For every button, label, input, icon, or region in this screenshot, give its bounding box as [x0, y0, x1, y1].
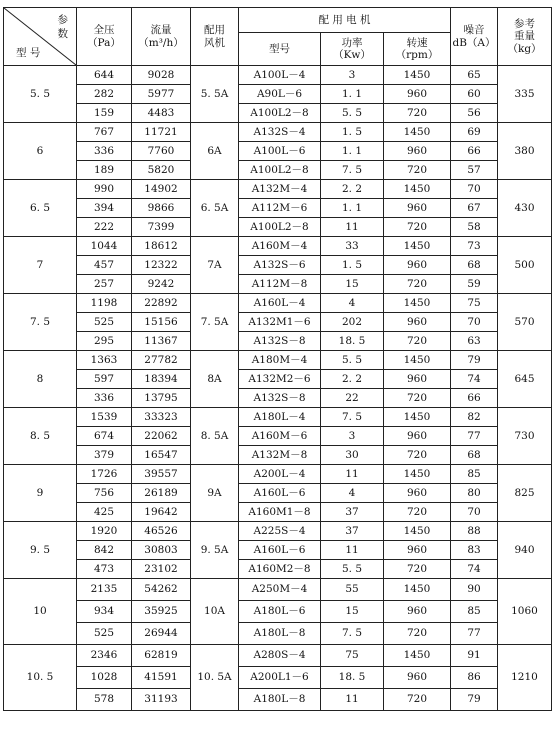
motor-cell: A280S－4	[239, 645, 321, 667]
table-row	[4, 66, 552, 85]
power-cell: 22	[321, 389, 384, 408]
table-row	[4, 218, 552, 237]
motor-cell: A160M－6	[239, 427, 321, 446]
flow-cell: 9028	[132, 66, 191, 85]
flow-cell: 31193	[132, 689, 191, 711]
noise-label: 噪音	[463, 24, 485, 37]
power-cell: 4	[321, 294, 384, 313]
model-cell: 7	[4, 237, 77, 294]
noise-cell: 59	[451, 275, 498, 294]
table-row	[4, 142, 552, 161]
noise-cell: 74	[451, 560, 498, 579]
speed-cell: 960	[384, 484, 451, 503]
table-row	[4, 623, 552, 645]
pressure-cell: 934	[77, 601, 132, 623]
noise-header	[451, 8, 498, 66]
model-cell: 10	[4, 579, 77, 645]
motor-cell: A160L－6	[239, 484, 321, 503]
power-cell: 11	[321, 465, 384, 484]
fan-cell: 6. 5A	[191, 180, 239, 237]
speed-cell: 720	[384, 560, 451, 579]
table-row	[4, 275, 552, 294]
spec-table-container	[3, 7, 552, 711]
table-row	[4, 85, 552, 104]
flow-cell: 22062	[132, 427, 191, 446]
table-row	[4, 427, 552, 446]
noise-cell: 66	[451, 389, 498, 408]
flow-cell: 39557	[132, 465, 191, 484]
model-cell: 9	[4, 465, 77, 522]
weight-cell: 645	[498, 351, 552, 408]
table-row	[4, 560, 552, 579]
table-row	[4, 446, 552, 465]
motor-cell: A160M1－8	[239, 503, 321, 522]
flow-cell: 13795	[132, 389, 191, 408]
speed-label: 转速	[406, 36, 428, 49]
power-cell: 37	[321, 503, 384, 522]
motor-cell: A180L－6	[239, 601, 321, 623]
power-cell: 33	[321, 237, 384, 256]
fan-cell: 7. 5A	[191, 294, 239, 351]
flow-cell: 9242	[132, 275, 191, 294]
motor-cell: A160M－4	[239, 237, 321, 256]
table-row	[4, 465, 552, 484]
power-cell: 3	[321, 66, 384, 85]
motor-cell: A132S－6	[239, 256, 321, 275]
noise-cell: 73	[451, 237, 498, 256]
speed-cell: 1450	[384, 522, 451, 541]
table-row	[4, 332, 552, 351]
noise-cell: 67	[451, 199, 498, 218]
motor-cell: A200L1－6	[239, 667, 321, 689]
speed-cell: 1450	[384, 351, 451, 370]
flow-cell: 9866	[132, 199, 191, 218]
noise-cell: 69	[451, 123, 498, 142]
speed-cell: 960	[384, 313, 451, 332]
noise-cell: 68	[451, 256, 498, 275]
table-row	[4, 389, 552, 408]
power-cell: 7. 5	[321, 623, 384, 645]
motor-cell: A100L－6	[239, 142, 321, 161]
motor-cell: A132M1－6	[239, 313, 321, 332]
speed-cell: 960	[384, 370, 451, 389]
corner-count-label: 数	[57, 28, 68, 40]
pressure-cell: 473	[77, 560, 132, 579]
fan-cell: 5. 5A	[191, 66, 239, 123]
weight-cell: 940	[498, 522, 552, 579]
header-row-1	[4, 8, 552, 33]
flow-cell: 54262	[132, 579, 191, 601]
flow-cell: 22892	[132, 294, 191, 313]
table-row	[4, 601, 552, 623]
weight-unit: （kg）	[507, 42, 542, 55]
table-row	[4, 294, 552, 313]
speed-cell: 720	[384, 389, 451, 408]
motor-group-header: 配 用 电 机	[239, 8, 451, 33]
power-cell: 18. 5	[321, 667, 384, 689]
pressure-cell: 222	[77, 218, 132, 237]
noise-cell: 66	[451, 142, 498, 161]
pressure-cell: 644	[77, 66, 132, 85]
power-cell: 11	[321, 218, 384, 237]
table-body	[4, 66, 552, 711]
pressure-cell: 189	[77, 161, 132, 180]
speed-cell: 1450	[384, 237, 451, 256]
fan-cell: 10. 5A	[191, 645, 239, 711]
flow-unit: （m³/h）	[138, 36, 184, 49]
table-row	[4, 256, 552, 275]
noise-cell: 86	[451, 667, 498, 689]
table-row	[4, 689, 552, 711]
speed-header	[384, 33, 451, 66]
weight-cell: 825	[498, 465, 552, 522]
pressure-cell: 674	[77, 427, 132, 446]
pressure-cell: 1539	[77, 408, 132, 427]
speed-cell: 960	[384, 601, 451, 623]
model-cell: 9. 5	[4, 522, 77, 579]
motor-cell: A180M－4	[239, 351, 321, 370]
motor-cell: A250M－4	[239, 579, 321, 601]
noise-cell: 65	[451, 66, 498, 85]
table-row	[4, 541, 552, 560]
fan-cell: 6A	[191, 123, 239, 180]
table-row	[4, 484, 552, 503]
speed-cell: 960	[384, 427, 451, 446]
flow-cell: 14902	[132, 180, 191, 199]
motor-cell: A160L－6	[239, 541, 321, 560]
table-row	[4, 370, 552, 389]
speed-cell: 720	[384, 623, 451, 645]
pressure-cell: 525	[77, 623, 132, 645]
power-cell: 1. 1	[321, 85, 384, 104]
table-row	[4, 237, 552, 256]
flow-cell: 7760	[132, 142, 191, 161]
flow-cell: 46526	[132, 522, 191, 541]
corner-model-label: 型 号	[16, 46, 41, 59]
speed-cell: 1450	[384, 180, 451, 199]
noise-cell: 57	[451, 161, 498, 180]
speed-cell: 720	[384, 332, 451, 351]
flow-cell: 23102	[132, 560, 191, 579]
motor-cell: A100L2－8	[239, 104, 321, 123]
motor-cell: A160M2－8	[239, 560, 321, 579]
flow-cell: 30803	[132, 541, 191, 560]
table-row	[4, 408, 552, 427]
speed-cell: 960	[384, 85, 451, 104]
pressure-cell: 1363	[77, 351, 132, 370]
power-cell: 18. 5	[321, 332, 384, 351]
motor-cell: A180L－8	[239, 623, 321, 645]
pressure-cell: 1028	[77, 667, 132, 689]
speed-cell: 1450	[384, 123, 451, 142]
speed-cell: 1450	[384, 645, 451, 667]
corner-params-label: 参	[57, 14, 68, 26]
pressure-cell: 2135	[77, 579, 132, 601]
speed-cell: 720	[384, 275, 451, 294]
pressure-unit: （Pa）	[87, 36, 121, 49]
noise-cell: 63	[451, 332, 498, 351]
table-row	[4, 645, 552, 667]
fan-cell: 8A	[191, 351, 239, 408]
noise-cell: 82	[451, 408, 498, 427]
speed-cell: 720	[384, 218, 451, 237]
power-cell: 15	[321, 275, 384, 294]
weight-cell: 570	[498, 294, 552, 351]
fan-cell: 8. 5A	[191, 408, 239, 465]
noise-cell: 58	[451, 218, 498, 237]
motor-cell: A160L－4	[239, 294, 321, 313]
speed-cell: 1450	[384, 465, 451, 484]
pressure-cell: 597	[77, 370, 132, 389]
table-row	[4, 579, 552, 601]
pressure-cell: 1726	[77, 465, 132, 484]
table-row	[4, 667, 552, 689]
flow-cell: 27782	[132, 351, 191, 370]
power-cell: 2. 2	[321, 180, 384, 199]
power-cell: 4	[321, 484, 384, 503]
motor-cell: A132M－8	[239, 446, 321, 465]
table-row	[4, 199, 552, 218]
motor-cell: A180L－4	[239, 408, 321, 427]
weight-cell: 430	[498, 180, 552, 237]
fan-label-bottom: 风机	[204, 36, 225, 49]
model-cell: 10. 5	[4, 645, 77, 711]
weight-cell: 380	[498, 123, 552, 180]
model-cell: 8. 5	[4, 408, 77, 465]
speed-cell: 1450	[384, 408, 451, 427]
power-cell: 55	[321, 579, 384, 601]
power-cell: 202	[321, 313, 384, 332]
speed-unit: （rpm）	[395, 49, 439, 61]
weight-label-top: 参考	[514, 18, 535, 31]
speed-cell: 720	[384, 503, 451, 522]
power-cell: 37	[321, 522, 384, 541]
speed-cell: 960	[384, 541, 451, 560]
speed-cell: 1450	[384, 294, 451, 313]
speed-cell: 720	[384, 689, 451, 711]
power-cell: 30	[321, 446, 384, 465]
table-row	[4, 104, 552, 123]
motor-model-header: 型号	[239, 33, 321, 66]
flow-cell: 4483	[132, 104, 191, 123]
speed-cell: 960	[384, 199, 451, 218]
speed-cell: 720	[384, 104, 451, 123]
power-cell: 2. 2	[321, 370, 384, 389]
motor-cell: A132S－8	[239, 332, 321, 351]
flow-cell: 35925	[132, 601, 191, 623]
pressure-cell: 425	[77, 503, 132, 522]
corner-header	[4, 8, 77, 66]
noise-unit: dB（A）	[452, 36, 496, 49]
noise-cell: 91	[451, 645, 498, 667]
noise-cell: 70	[451, 180, 498, 199]
power-cell: 5. 5	[321, 560, 384, 579]
motor-cell: A112M－8	[239, 275, 321, 294]
power-cell: 7. 5	[321, 161, 384, 180]
flow-cell: 15156	[132, 313, 191, 332]
table-row	[4, 503, 552, 522]
pressure-cell: 990	[77, 180, 132, 199]
weight-cell: 335	[498, 66, 552, 123]
model-cell: 6	[4, 123, 77, 180]
speed-cell: 1450	[384, 66, 451, 85]
power-cell: 5. 5	[321, 104, 384, 123]
power-cell: 15	[321, 601, 384, 623]
table-row	[4, 123, 552, 142]
pressure-cell: 336	[77, 389, 132, 408]
power-cell: 1. 5	[321, 123, 384, 142]
noise-cell: 79	[451, 689, 498, 711]
table-row	[4, 351, 552, 370]
table-row	[4, 180, 552, 199]
flow-cell: 16547	[132, 446, 191, 465]
pressure-label: 全压	[93, 24, 115, 37]
noise-cell: 77	[451, 623, 498, 645]
flow-cell: 18612	[132, 237, 191, 256]
flow-cell: 41591	[132, 667, 191, 689]
fan-cell: 9. 5A	[191, 522, 239, 579]
power-cell: 3	[321, 427, 384, 446]
power-label: 功率	[341, 36, 363, 49]
flow-cell: 7399	[132, 218, 191, 237]
power-cell: 11	[321, 689, 384, 711]
power-cell: 1. 1	[321, 199, 384, 218]
flow-cell: 12322	[132, 256, 191, 275]
pressure-cell: 578	[77, 689, 132, 711]
model-cell: 5. 5	[4, 66, 77, 123]
pressure-cell: 295	[77, 332, 132, 351]
speed-cell: 720	[384, 446, 451, 465]
power-cell: 7. 5	[321, 408, 384, 427]
pressure-cell: 379	[77, 446, 132, 465]
noise-cell: 79	[451, 351, 498, 370]
noise-cell: 83	[451, 541, 498, 560]
noise-cell: 85	[451, 465, 498, 484]
table-row	[4, 522, 552, 541]
motor-cell: A132M2－6	[239, 370, 321, 389]
motor-cell: A132S－8	[239, 389, 321, 408]
flow-cell: 33323	[132, 408, 191, 427]
motor-cell: A100L－4	[239, 66, 321, 85]
model-cell: 7. 5	[4, 294, 77, 351]
motor-cell: A200L－4	[239, 465, 321, 484]
weight-cell: 730	[498, 408, 552, 465]
speed-cell: 1450	[384, 579, 451, 601]
flow-cell: 19642	[132, 503, 191, 522]
speed-cell: 960	[384, 667, 451, 689]
speed-cell: 960	[384, 256, 451, 275]
weight-cell: 500	[498, 237, 552, 294]
noise-cell: 77	[451, 427, 498, 446]
power-cell: 5. 5	[321, 351, 384, 370]
pressure-cell: 1044	[77, 237, 132, 256]
motor-cell: A90L－6	[239, 85, 321, 104]
flow-cell: 5820	[132, 161, 191, 180]
pressure-cell: 257	[77, 275, 132, 294]
pressure-cell: 457	[77, 256, 132, 275]
power-header	[321, 33, 384, 66]
motor-cell: A132M－4	[239, 180, 321, 199]
flow-cell: 26189	[132, 484, 191, 503]
motor-cell: A112M－6	[239, 199, 321, 218]
weight-cell: 1210	[498, 645, 552, 711]
motor-cell: A225S－4	[239, 522, 321, 541]
table-row	[4, 313, 552, 332]
noise-cell: 85	[451, 601, 498, 623]
power-cell: 1. 1	[321, 142, 384, 161]
weight-label-mid: 重量	[514, 30, 535, 43]
noise-cell: 60	[451, 85, 498, 104]
pressure-cell: 394	[77, 199, 132, 218]
flow-cell: 5977	[132, 85, 191, 104]
noise-cell: 88	[451, 522, 498, 541]
speed-cell: 960	[384, 142, 451, 161]
noise-cell: 90	[451, 579, 498, 601]
noise-cell: 68	[451, 446, 498, 465]
fan-cell: 10A	[191, 579, 239, 645]
pressure-cell: 159	[77, 104, 132, 123]
model-cell: 8	[4, 351, 77, 408]
flow-cell: 11367	[132, 332, 191, 351]
fan-header	[191, 8, 239, 66]
motor-cell: A100L2－8	[239, 218, 321, 237]
fan-label-top: 配用	[204, 24, 225, 37]
power-unit: （Kw）	[333, 49, 371, 61]
fan-cell: 7A	[191, 237, 239, 294]
model-cell: 6. 5	[4, 180, 77, 237]
power-cell: 75	[321, 645, 384, 667]
motor-cell: A100L2－8	[239, 161, 321, 180]
flow-cell: 26944	[132, 623, 191, 645]
pressure-cell: 336	[77, 142, 132, 161]
flow-cell: 11721	[132, 123, 191, 142]
pressure-cell: 767	[77, 123, 132, 142]
flow-cell: 18394	[132, 370, 191, 389]
noise-cell: 80	[451, 484, 498, 503]
flow-header	[132, 8, 191, 66]
pressure-cell: 842	[77, 541, 132, 560]
power-cell: 11	[321, 541, 384, 560]
pressure-cell: 756	[77, 484, 132, 503]
pressure-cell: 2346	[77, 645, 132, 667]
power-cell: 1. 5	[321, 256, 384, 275]
table-row	[4, 161, 552, 180]
noise-cell: 74	[451, 370, 498, 389]
pressure-cell: 525	[77, 313, 132, 332]
pressure-header	[77, 8, 132, 66]
noise-cell: 70	[451, 503, 498, 522]
noise-cell: 70	[451, 313, 498, 332]
weight-cell: 1060	[498, 579, 552, 645]
noise-cell: 75	[451, 294, 498, 313]
fan-spec-table	[3, 7, 552, 711]
motor-cell: A180L－8	[239, 689, 321, 711]
weight-header	[498, 8, 552, 66]
pressure-cell: 1920	[77, 522, 132, 541]
fan-cell: 9A	[191, 465, 239, 522]
pressure-cell: 1198	[77, 294, 132, 313]
noise-cell: 56	[451, 104, 498, 123]
pressure-cell: 282	[77, 85, 132, 104]
flow-label: 流量	[150, 24, 172, 37]
flow-cell: 62819	[132, 645, 191, 667]
speed-cell: 720	[384, 161, 451, 180]
motor-cell: A132S－4	[239, 123, 321, 142]
